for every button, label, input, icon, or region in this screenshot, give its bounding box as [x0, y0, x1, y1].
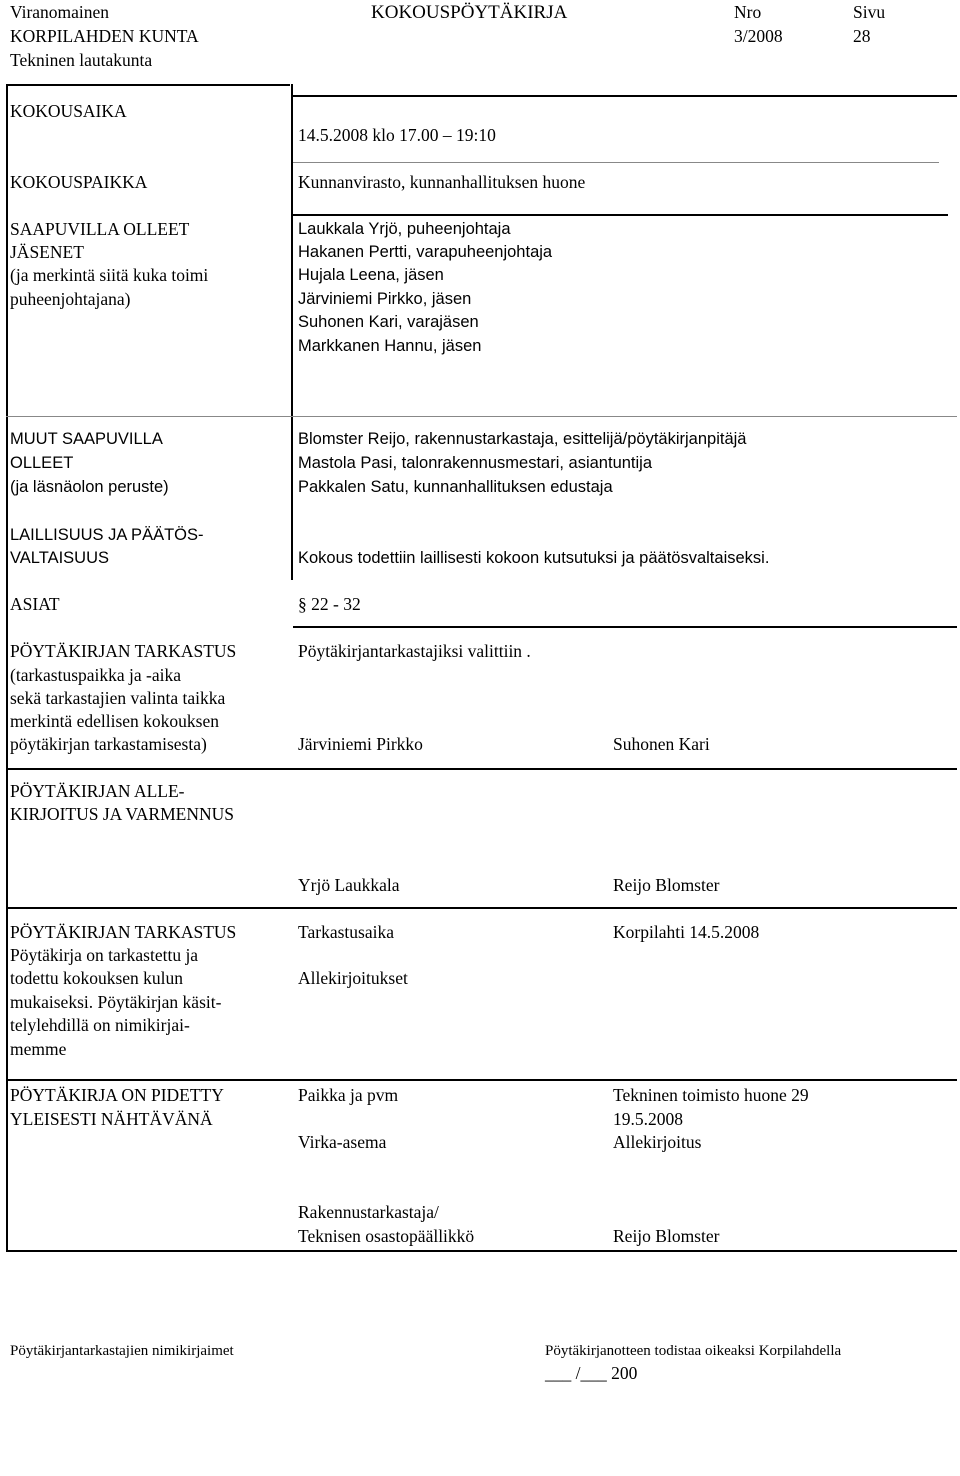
- footer-certification-label: Pöytäkirjanotteen todistaa oikeaksi Korpilahdella: [545, 1343, 842, 1359]
- inspector-name: Suhonen Kari: [613, 734, 710, 754]
- members-label-line: puheenjohtajana): [10, 289, 131, 309]
- inspectors-chosen-text: Pöytäkirjantarkastajiksi valittiin .: [298, 641, 531, 661]
- other-attendee-item: Pakkalen Satu, kunnanhallituksen edustaja: [298, 478, 613, 496]
- member-item: Hujala Leena, jäsen: [298, 266, 444, 284]
- members-label-line: JÄSENET: [10, 242, 84, 262]
- frame-top-right-rule: [293, 95, 957, 97]
- checked-label-line: Pöytäkirja on tarkastettu ja: [10, 945, 199, 965]
- number-value: 3/2008: [734, 26, 783, 46]
- signer-name: Reijo Blomster: [613, 875, 720, 895]
- footer-date-blank: ___ /___ 200: [545, 1363, 638, 1383]
- checked-label-line: mukaiseksi. Pöytäkirjan käsit-: [10, 992, 222, 1012]
- position-label: Virka-asema: [298, 1132, 387, 1152]
- display-place-value: Tekninen toimisto huone 29: [613, 1085, 809, 1105]
- inspection-time-label: Tarkastusaika: [298, 922, 394, 942]
- legality-label-line: VALTAISUUS: [10, 549, 110, 567]
- inspection-rule: [6, 768, 957, 770]
- checked-label-line: todettu kokouksen kulun: [10, 968, 184, 988]
- page-label: Sivu: [853, 2, 886, 22]
- meeting-time-label: KOKOUSAIKA: [10, 101, 127, 121]
- items-label: ASIAT: [10, 594, 60, 614]
- items-rule: [293, 626, 957, 628]
- frame-left-rule: [6, 84, 8, 1250]
- checked-rule: [6, 1079, 957, 1081]
- signature-label: Allekirjoitus: [613, 1132, 702, 1152]
- others-label-line: OLLEET: [10, 454, 74, 472]
- page-value: 28: [853, 26, 871, 46]
- member-item: Hakanen Pertti, varapuheenjohtaja: [298, 243, 553, 261]
- inspection-label-line: sekä tarkastajien valinta taikka: [10, 688, 226, 708]
- time-rule: [293, 162, 939, 163]
- checked-label-line: PÖYTÄKIRJAN TARKASTUS: [10, 922, 237, 942]
- municipality-name: KORPILAHDEN KUNTA: [10, 26, 199, 46]
- place-rule: [293, 214, 948, 216]
- signing-label-line: PÖYTÄKIRJAN ALLE-: [10, 781, 185, 801]
- signer-name: Yrjö Laukkala: [298, 875, 400, 895]
- members-label-line: SAAPUVILLA OLLEET: [10, 219, 190, 239]
- inspection-label-line: (tarkastuspaikka ja -aika: [10, 665, 182, 685]
- footer-initials-label: Pöytäkirjantarkastajien nimikirjaimet: [10, 1343, 234, 1359]
- others-label-line: (ja läsnäolon peruste): [10, 478, 169, 496]
- board-name: Tekninen lautakunta: [10, 50, 153, 70]
- meeting-place-value: Kunnanvirasto, kunnanhallituksen huone: [298, 172, 586, 192]
- other-attendee-item: Mastola Pasi, talonrakennusmestari, asiantuntija: [298, 454, 653, 472]
- checked-label-line: memme: [10, 1039, 67, 1059]
- member-item: Laukkala Yrjö, puheenjohtaja: [298, 220, 511, 238]
- legality-label-line: LAILLISUUS JA PÄÄTÖS-: [10, 526, 204, 544]
- members-label-line: (ja merkintä siitä kuka toimi: [10, 265, 209, 285]
- other-attendee-item: Blomster Reijo, rakennustarkastaja, esittelijä/pöytäkirjanpitäjä: [298, 430, 747, 448]
- column-divider: [291, 84, 293, 580]
- signatures-label: Allekirjoitukset: [298, 968, 408, 988]
- meeting-time-value: 14.5.2008 klo 17.00 – 19:10: [298, 125, 496, 145]
- public-signer-name: Reijo Blomster: [613, 1226, 720, 1246]
- display-date-value: 19.5.2008: [613, 1109, 683, 1129]
- inspection-label-line: merkintä edellisen kokouksen: [10, 711, 219, 731]
- org-status: Viranomainen: [10, 2, 110, 22]
- member-item: Järviniemi Pirkko, jäsen: [298, 290, 472, 308]
- inspection-label-line: PÖYTÄKIRJAN TARKASTUS: [10, 641, 237, 661]
- legality-text: Kokous todettiin laillisesti kokoon kutsutuksi ja päätösvaltaiseksi.: [298, 549, 770, 567]
- place-date-label: Paikka ja pvm: [298, 1085, 399, 1105]
- members-rule: [6, 416, 957, 417]
- items-range: § 22 - 32: [298, 594, 361, 614]
- public-label-line: YLEISESTI NÄHTÄVÄNÄ: [10, 1109, 213, 1129]
- inspector-name: Järviniemi Pirkko: [298, 734, 423, 754]
- meeting-place-label: KOKOUSPAIKKA: [10, 172, 148, 192]
- checked-label-line: telylehdillä on nimikirjai-: [10, 1015, 190, 1035]
- position-value-line: Rakennustarkastaja/: [298, 1202, 439, 1222]
- document-title: KOKOUSPÖYTÄKIRJA: [371, 2, 568, 23]
- frame-bottom-rule: [6, 1250, 957, 1252]
- inspection-time-value: Korpilahti 14.5.2008: [613, 922, 760, 942]
- public-label-line: PÖYTÄKIRJA ON PIDETTY: [10, 1085, 224, 1105]
- frame-top-left-rule: [6, 84, 290, 86]
- inspection-label-line: pöytäkirjan tarkastamisesta): [10, 734, 207, 754]
- signing-label-line: KIRJOITUS JA VARMENNUS: [10, 804, 234, 824]
- member-item: Suhonen Kari, varajäsen: [298, 313, 479, 331]
- others-label-line: MUUT SAAPUVILLA: [10, 430, 163, 448]
- number-label: Nro: [734, 2, 762, 22]
- member-item: Markkanen Hannu, jäsen: [298, 337, 482, 355]
- position-value-line: Teknisen osastopäällikkö: [298, 1226, 475, 1246]
- signing-rule: [6, 907, 957, 909]
